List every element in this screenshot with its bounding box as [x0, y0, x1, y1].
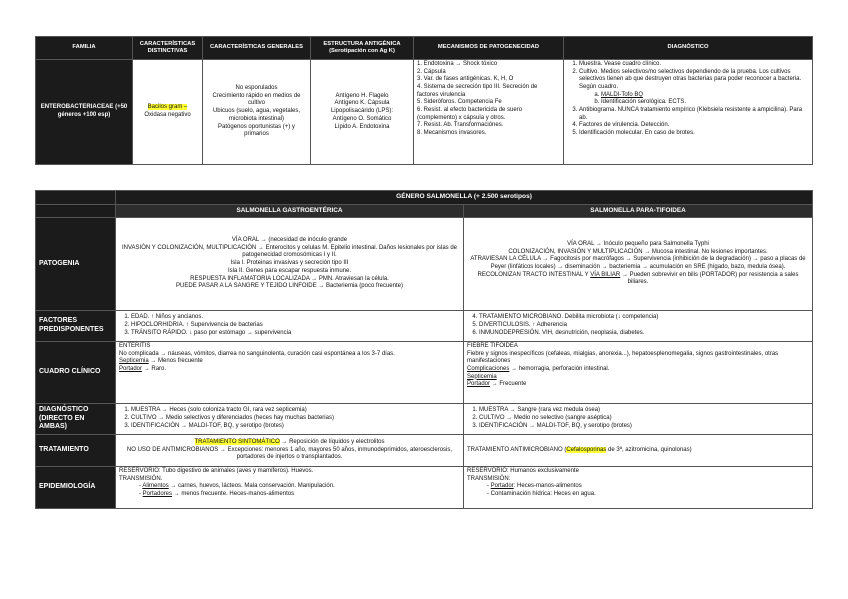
row-label-factores: FACTORES PREDISPONENTES — [36, 311, 116, 342]
antigen-line: Antígeno O. Somático — [332, 115, 392, 122]
mecanismo-item: 5. Sideróforos. Competencia Fe — [417, 99, 502, 106]
tratamiento-text: NO USO DE ANTIMICROBIANOS → Excepciones: menores 1 año, mayores 50 años, inmunodeprimidos, ateroesclerosis, portadores de injertos o transplantados. — [126, 446, 453, 461]
antigen-line: Lipopolisacárido (LPS): — [330, 108, 394, 115]
cuadro-para: FIEBRE TIFOIDEA Fiebre y signos inespecíficos (cefaleas, mialgias, anorexia...), hepatoesplenomegalia, signos gastrointestinales, otras manifestaciones Complicaciones → hemorragia, perforación intestinal. Septicemia Portador → Frecuente — [464, 342, 813, 404]
antigenica-cell — [311, 60, 414, 165]
mecanismo-item: 7. Resist. Ab. Transformaciónes. — [417, 122, 504, 129]
diag-item: 3. IDENTIFICACIÓN → MALDI-TOF, BQ, y serotipo (brotes) — [479, 423, 809, 431]
genero-title: GÉNERO SALMONELLA (+ 2.500 serotipos) — [116, 191, 813, 205]
mecanismo-item: 6. Resist. al efecto bactericida de suero (complemento) x cápsula y otros. — [417, 107, 523, 121]
cuadro-title: ENTERITIS — [119, 343, 151, 349]
pat-line: INVASIÓN Y COLONIZACIÓN, MULTIPLICACIÓN → Enterocitos y celulas M. Epitelio intestinal. Daños lesionales por islas de patogenecidad cromosómicas I y II. — [121, 244, 457, 259]
diag-item: 2. Cultivo. Medios selectivos/no selectivos dependiendo de la prueba. Los cultivos selectivos tienen ab que destruyen otras bacterias para poder reconocer a bacteria. Según cuadro. a. MALDI-Tofo BQ b. Identificación serológica. ECTS. — [579, 69, 809, 107]
pat-line: PUEDE PASAR A LA SANGRE Y TEJIDO LINFOIDE → Bacteriemia (poco frecuente) — [176, 283, 403, 290]
diag-item: 1. MUESTRA → Heces (solo coloniza tracto GI, rara vez septicemia) — [131, 407, 460, 415]
pat-line: COLONIZACIÓN, INVASIÓN Y MULTIPLICACIÓN → Mucosa intestinal. No lesiones importantes. — [508, 248, 768, 255]
factores-para — [464, 311, 813, 342]
mecanismo-item: 4. Sistema de secreción tipo III. Secreción de factores virulencia — [417, 84, 538, 98]
gram-highlight: Bacilos gram – — [147, 104, 188, 111]
diag-subitem: b. Identificación serológica. ECTS. — [601, 99, 809, 107]
diag-item: 2. CULTIVO → Medio selectivos y diferenciados (heces hay muchas bacterias) — [131, 415, 460, 423]
patogenia-para — [464, 218, 813, 311]
pat-line: ATRAVIESAN LA CÉLULA → Fagocitosis por macrófagos → Supervivencia (inhibición de la degradación) → paso a placas de Peyer (linfáticos locales) → diseminación → bacteriemia → acumulación en SRE (hígado, bazo, medula ósea). — [470, 256, 806, 270]
header-distintivas: CARACTERÍSTICAS DISTINCTIVAS — [133, 37, 203, 60]
epi-item: - Portador: Heces-manos-alimentos — [487, 483, 809, 491]
antigen-line: Lípido A. Endotoxina — [334, 123, 390, 130]
row-label-diagnostico: DIAGNÓSTICO (DIRECTO EN AMBAS) — [36, 404, 116, 435]
diagnostico-para — [464, 404, 813, 435]
row-label-epidemiologia: EPIDEMIOLOGÍA — [36, 467, 116, 509]
tratamiento-gastro: TRATAMIENTO SINTOMÁTICO → Reposición de líquidos y electrolitos NO USO DE ANTIMICROBIANOS → Excepciones: menores 1 año, mayores 50 años, inmunodeprimidos, ateroesclerosis, portadores de injertos o transplantados. — [116, 435, 464, 467]
diag-subitem: a. MALDI-Tofo BQ — [601, 92, 809, 100]
diag-item: 1. Muestra. Vease cuadro clínico. — [579, 61, 809, 69]
factor-item: 3. TRÁNSITO RÁPIDO. ↓ paso por estómago → supervivencia — [131, 330, 460, 338]
row-label-cuadro: CUADRO CLÍNICO — [36, 342, 116, 404]
cuadro-title: FIEBRE TIFOIDEA — [467, 343, 518, 349]
diag-item: 2. CULTIVO → Medio no selectivo (sangre aséptica) — [479, 415, 809, 423]
sintomatico-highlight: TRATAMIENTO SINTOMÁTICO — [194, 438, 280, 445]
patogenia-gastro — [116, 218, 464, 311]
factores-gastro — [116, 311, 464, 342]
cuadro-text: No complicada → náuseas, vómitos, diarrea no sanguinolenta, curación casi espontánea a los 3-7 días. — [119, 350, 395, 357]
diag-item: 3. IDENTIFICACIÓN → MALDI-TOF, BQ, y serotipo (brotes) — [131, 423, 460, 431]
header-generales: CARACTERÍSTICAS GENERALES — [203, 37, 311, 60]
familia-cell: ENTEROBACTERIACEAE (+50 géneros +100 esp) — [36, 60, 133, 165]
col-paratifoidea: SALMONELLA PARA-TIFOIDEA — [464, 205, 813, 218]
diag-item: 4. Factores de virulencia. Detección. — [579, 122, 809, 130]
antigen-line: Antígeno K. Cápsula — [334, 100, 390, 107]
pat-line: VÍA ORAL → Inóculo pequeño para Salmonella Typhi — [567, 240, 709, 247]
generales-line: Ubicuos (suelo, agua, vegetales, microbiota intestinal) — [212, 108, 301, 122]
mecanismo-item: 2. Cápsula — [417, 68, 446, 75]
generales-line: Crecimiento rápido en medios de cultivo — [212, 92, 301, 107]
diagnostico-cell — [564, 60, 813, 165]
diag-item: 1. MUESTRA → Sangre (rara vez medula ósea) — [479, 407, 809, 415]
salmonella-table — [35, 190, 813, 509]
factor-item: 5. DIVERTICULOSIS. ↑ Adherencia — [479, 322, 809, 330]
factor-item: 1. EDAD. ↑ Niños y ancianos. — [131, 314, 460, 322]
header-antigenica: ESTRUCTURA ANTIGÉNICA (Serotipación con Ag K) — [311, 37, 414, 60]
antigen-line: Antígeno H. Flagelo — [335, 92, 389, 99]
epi-item: - Portadores → menos frecuente. Heces-manos-alimentos — [139, 491, 460, 499]
factor-item: 4. TRATAMIENTO MICROBIANO. Debilita microbiota (↓ competencia) — [479, 314, 809, 322]
col-gastroenterica: SALMONELLA GASTROENTÉRICA — [116, 205, 464, 218]
row-label-patogenia: PATOGENIA — [36, 218, 116, 311]
tratamiento-para: TRATAMIENTO ANTIMICROBIANO (Cefalosporinas de 3ª, azitromicina, quinolonas) — [464, 435, 813, 467]
cefalosporinas-highlight: Cefalosporinas — [566, 446, 607, 453]
enterobacteria-table — [35, 36, 813, 165]
pat-line: RESPUESTA INFLAMATORIA LOCALIZADA → PMN. Atraviesan la célula. — [190, 275, 389, 282]
header-diagnostico: DIAGNÓSTICO — [564, 37, 813, 60]
generales-line: No esporulados — [235, 85, 278, 92]
oxidasa-text: Oxidasa negativo — [144, 112, 191, 118]
header-mecanismos: MECANISMOS DE PATOGENECIDAD — [414, 37, 564, 60]
epi-item: - Alimentos → carnes, huevos, lácteos. Mala conservación. Manipulación. — [139, 483, 460, 491]
header-familia: FAMILIA — [36, 37, 133, 60]
row-label-tratamiento: TRATAMIENTO — [36, 435, 116, 467]
pat-line: Isla II. Genes para escapar respuesta inmune. — [227, 267, 352, 274]
mecanismo-item: 1. Endotoxina → Shock tóxico — [417, 61, 498, 67]
mecanismos-cell — [414, 60, 564, 165]
pat-line: RECOLONIZAN TRACTO INTESTINAL Y VÍA BILIAR → Pueden sobrevivir en bilis (PORTADOR) por resistencia a sales biliares. — [477, 271, 799, 286]
epidemiologia-gastro: RESERVORIO: Tubo digestivo de animales (aves y mamíferos). Huevos. TRANSMISIÓN. - Alimentos → carnes, huevos, lácteos. Mala conservación. Manipulación. - Portadores → menos frecuente. Heces-manos-alimentos — [116, 467, 464, 509]
mecanismo-item: 8. Mecanismos invasores. — [417, 130, 487, 137]
pat-line: VÍA ORAL → (necesidad de inóculo grande — [231, 237, 348, 244]
diag-item: 3. Antibiograma. NUNCA tratamiento empírico (Klebsiela resistente a ampicilina). Para ab. — [579, 107, 809, 122]
epidemiologia-para: RESERVORIO: Humanos exclusivamente TRANSMISIÓN: - Portador: Heces-manos-alimentos - Contaminación hídrica: Heces en agua. — [464, 467, 813, 509]
cuadro-text: Fiebre y signos inespecíficos (cefaleas, mialgias, anorexia...), hepatoesplenomegalia, signos gastrointestinales, otras manifestaciones — [467, 350, 779, 365]
pat-line: Isla I. Proteinas invasivas y secreción tipo III — [230, 260, 349, 267]
distintivas-cell — [133, 60, 203, 165]
factor-item: 2. HIPOCLORHIDRIA. ↑ Supervivencia de bacterias — [131, 322, 460, 330]
cuadro-gastro: ENTERITIS No complicada → náuseas, vómitos, diarrea no sanguinolenta, curación casi espontánea a los 3-7 días. Septicemia → Menos frecuente Portador → Raro. — [116, 342, 464, 404]
generales-cell — [203, 60, 311, 165]
mecanismo-item: 3. Var. de fases antigénicas. K, H, O — [417, 76, 514, 83]
factor-item: 6. INMUNODEPRESIÓN. VIH, desnutrición, neoplasia, diabetes. — [479, 330, 809, 338]
generales-line: Patógenos oportunistas (+) y primarios — [218, 123, 295, 138]
epi-item: - Contaminación hídrica: Heces en agua. — [487, 491, 809, 499]
diag-item: 5. Identificación molecular. En caso de brotes. — [579, 130, 809, 138]
diagnostico-gastro — [116, 404, 464, 435]
